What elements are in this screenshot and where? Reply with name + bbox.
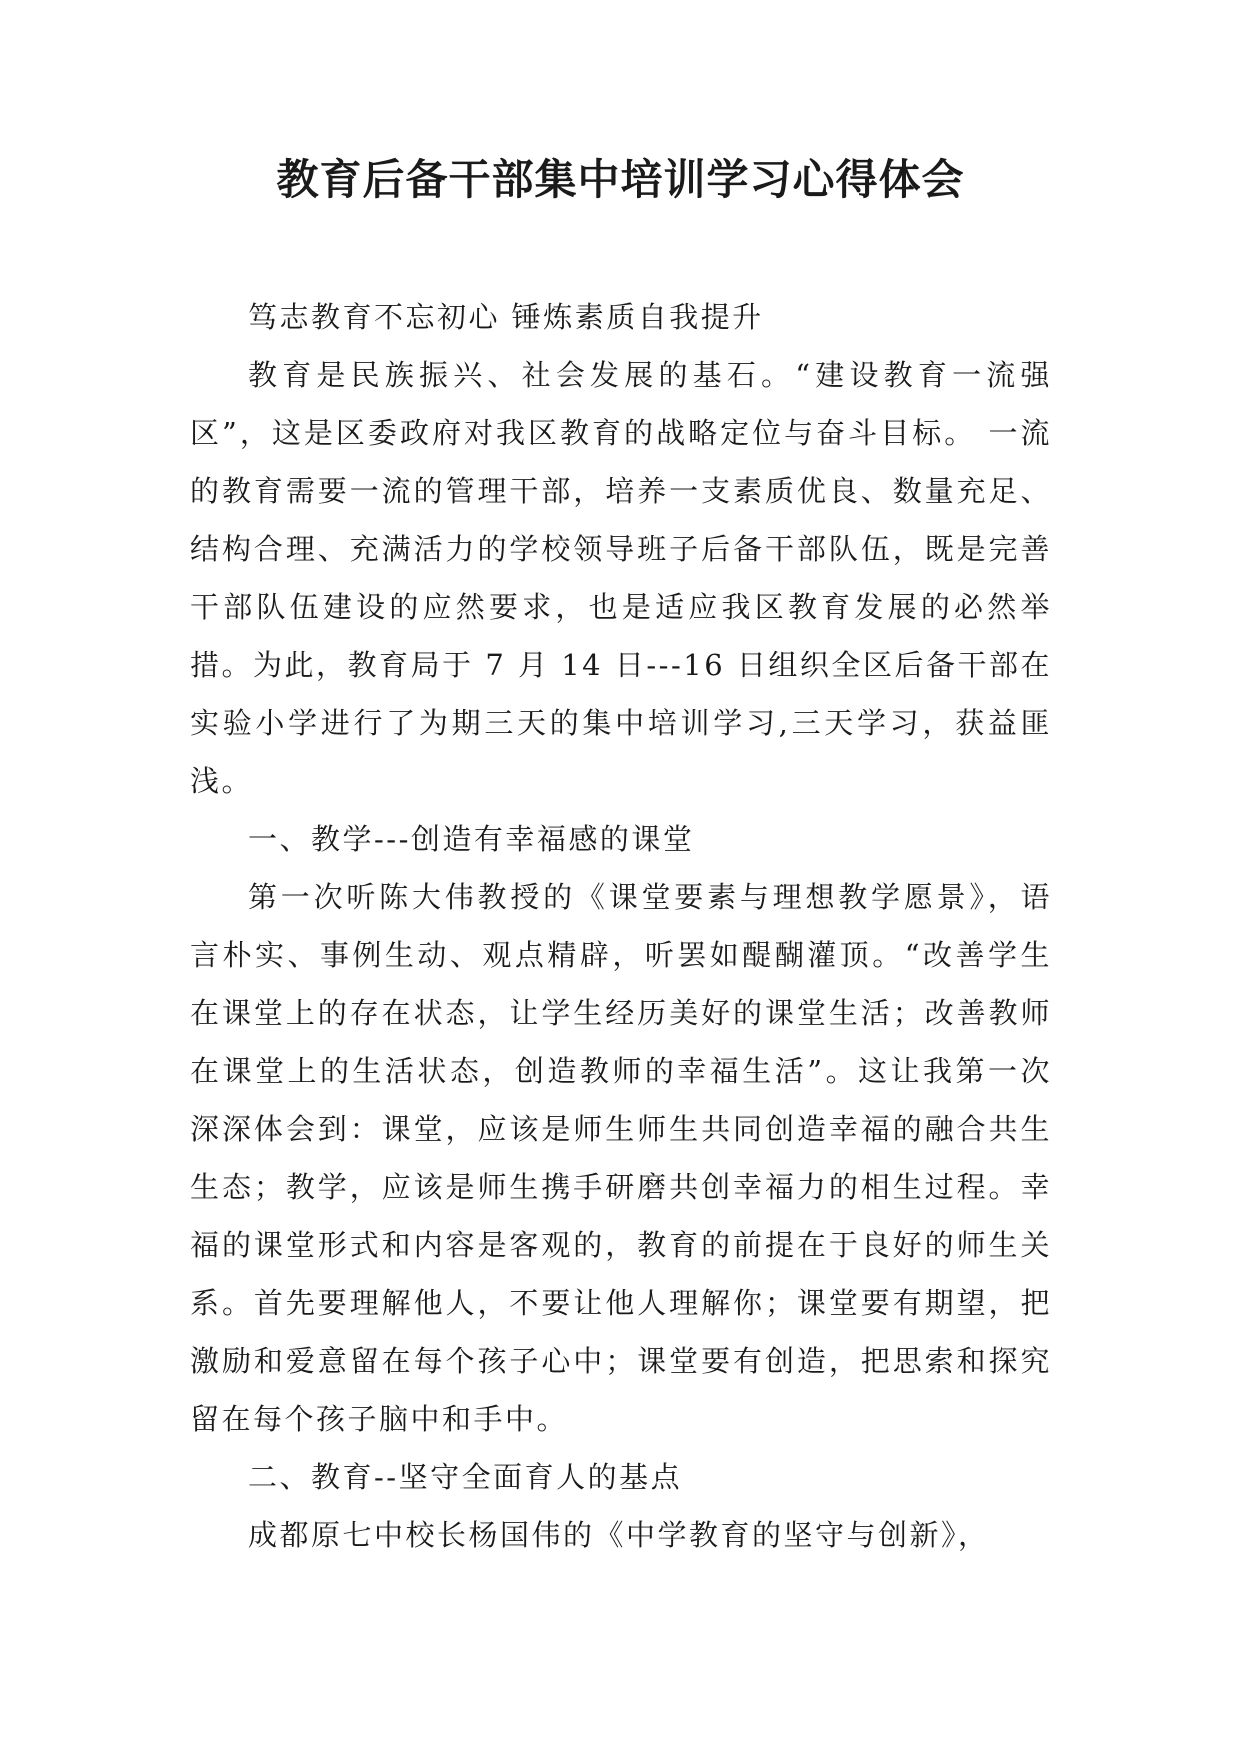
section-heading-education: 二、教育--坚守全面育人的基点: [248, 1460, 683, 1494]
document-title: 教育后备干部集中培训学习心得体会: [276, 155, 965, 204]
subtitle-paragraph: 笃志教育不忘初心 锤炼素质自我提升: [248, 300, 764, 334]
teaching-paragraph: 第一次听陈大伟教授的《课堂要素与理想教学愿景》，语言朴实、事例生动、观点精辟，听罢如醍醐灌顶。“改善学生在课堂上的存在状态，让学生经历美好的课堂生活；改善教师在课堂上的生活状态，创造教师的幸福生活”。这让我第一次深深体会到：课堂，应该是师生师生共同创造幸福的融合共生生态；教学，应该是师生携手研磨共创幸福力的相生过程。幸福的课堂形式和内容是客观的，教育的前提在于良好的师生关系。首先要理解他人，不要让他人理解你；课堂要有期望，把激励和爱意留在每个孩子心中；课堂要有创造，把思索和探究留在每个孩子脑中和手中。: [190, 880, 1052, 1436]
section-heading-teaching: 一、教学---创造有幸福感的课堂: [248, 822, 695, 856]
education-paragraph: 成都原七中校长杨国伟的《中学教育的坚守与创新》，: [248, 1518, 990, 1552]
intro-paragraph: 教育是民族振兴、社会发展的基石。“建设教育一流强区”，这是区委政府对我区教育的战略定位与奋斗目标。 一流的教育需要一流的管理干部，培养一支素质优良、数量充足、结构合理、充满活力的学校领导班子后备干部队伍，既是完善干部队伍建设的应然要求，也是适应我区教育发展的必然举措。为此，教育局于 7 月 14 日---16 日组织全区后备干部在实验小学进行了为期三天的集中培训学习,三天学习，获益匪浅。: [190, 358, 1052, 798]
document-body: [190, 288, 1052, 1564]
